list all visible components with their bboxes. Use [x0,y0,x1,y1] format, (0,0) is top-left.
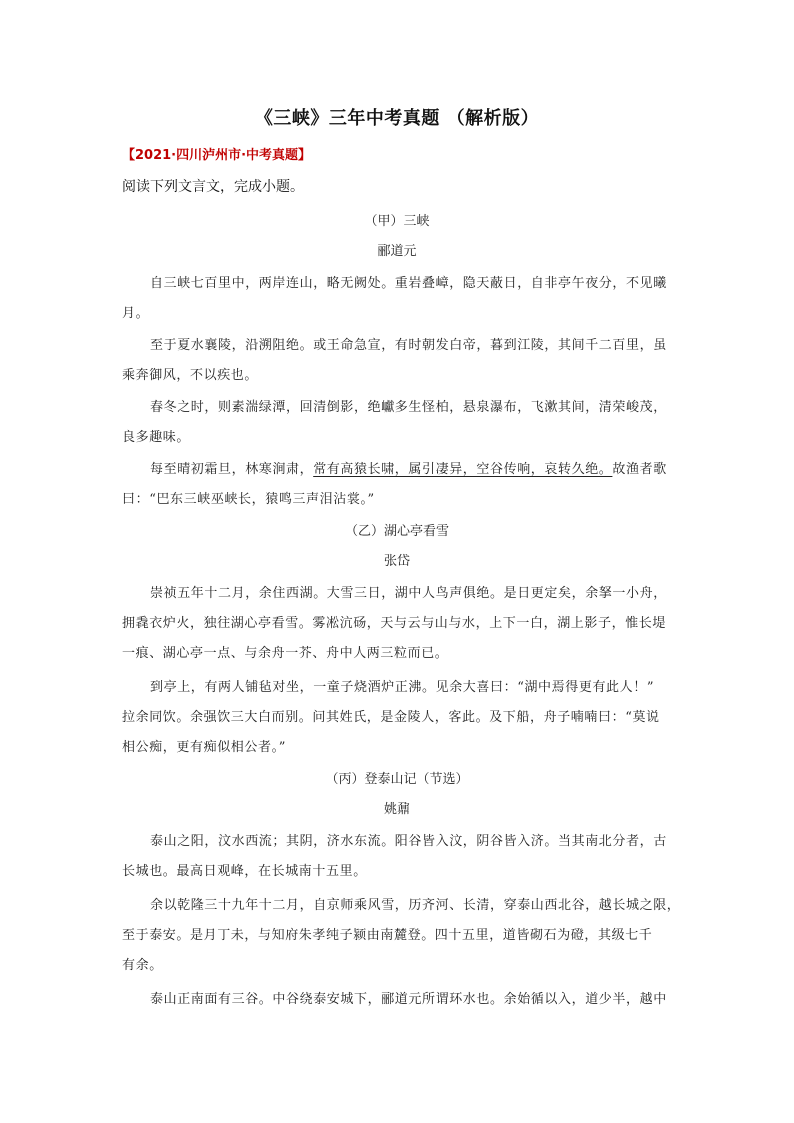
yi-p2-line1: 到亭上，有两人铺毡对坐，一童子烧酒炉正沸。见余大喜曰：“湖中焉得更有此人！” [150,680,655,695]
jia-author: 郦道元 [377,244,417,259]
jia-p4-text-a: 每至晴初霜旦，林寒涧肃， [150,462,314,477]
instruction-text: 阅读下列文言文，完成小题。 [122,179,304,195]
jia-p4-text-b: 故渔者歌 [612,462,667,477]
bing-p1-line1: 泰山之阳，汶水西流；其阴，济水东流。阳谷皆入汶，阴谷皆入济。当其南北分者，古 [150,834,667,849]
bing-p3-line1: 泰山正南面有三谷。中谷绕泰安城下，郦道元所谓环水也。余始循以入，道少半，越中 [150,992,667,1007]
yi-p1-line3: 一痕、湖心亭一点、与余舟一芥、舟中人两三粒而已。 [122,646,449,661]
source-tag: 【2021·四川泸州市·中考真题】 [122,148,312,163]
bing-p2-line3: 有余。 [122,958,163,973]
yi-p1-line2: 拥毳衣炉火，独往湖心亭看雪。雾凇沆砀，天与云与山与水，上下一白，湖上影子，惟长堤 [122,616,667,631]
jia-p3-line1: 春冬之时，则素湍绿潭，回清倒影，绝巘多生怪柏，悬泉瀑布，飞漱其间，清荣峻茂， [150,400,667,415]
jia-p4-line1 [150,458,674,477]
jia-p3-line2: 良多趣味。 [122,430,191,445]
bing-p2-line2: 至于泰安。是月丁未，与知府朱孝纯子颍由南麓登。四十五里，道皆砌石为磴，其级七千 [122,928,653,943]
yi-heading: （乙）湖心亭看雪 [344,524,449,539]
yi-p2-line2: 拉余同饮。余强饮三大白而别。问其姓氏，是金陵人，客此。及下船，舟子喃喃曰：“莫说 [122,710,660,725]
jia-p1-line2: 月。 [122,306,150,321]
bing-heading: （丙）登泰山记（节选） [325,772,469,787]
yi-p2-line3: 相公痴，更有痴似相公者。” [122,740,286,755]
jia-heading: （甲）三峡 [364,214,430,229]
bing-p2-line1: 余以乾隆三十九年十二月，自京师乘风雪，历齐河、长清，穿泰山西北谷，越长城之限， [150,898,681,913]
bing-author: 姚鼐 [383,802,410,817]
jia-p2-line1: 至于夏水襄陵，沿溯阻绝。或王命急宣，有时朝发白帝，暮到江陵，其间千二百里，虽 [150,338,667,353]
jia-p4-line2: 曰：“巴东三峡巫峡长，猿鸣三声泪沾裳。” [122,492,375,507]
bing-p1-line2: 长城也。最高日观峰，在长城南十五里。 [122,864,367,879]
yi-p1-line1: 崇祯五年十二月，余住西湖。大雪三日，湖中人鸟声俱绝。是日更定矣，余拏一小舟， [150,586,667,601]
yi-author: 张岱 [383,554,410,569]
underlined-sentence: 常有高猿长啸，属引凄异，空谷传响，哀转久绝。 [313,462,613,477]
jia-p1-line1: 自三峡七百里中，两岸连山，略无阙处。重岩叠嶂，隐天蔽日，自非亭午夜分，不见曦 [150,276,667,291]
page-title: 《三峡》三年中考真题 （解析版） [254,108,540,129]
jia-p2-line2: 乘奔御风，不以疾也。 [122,368,259,383]
